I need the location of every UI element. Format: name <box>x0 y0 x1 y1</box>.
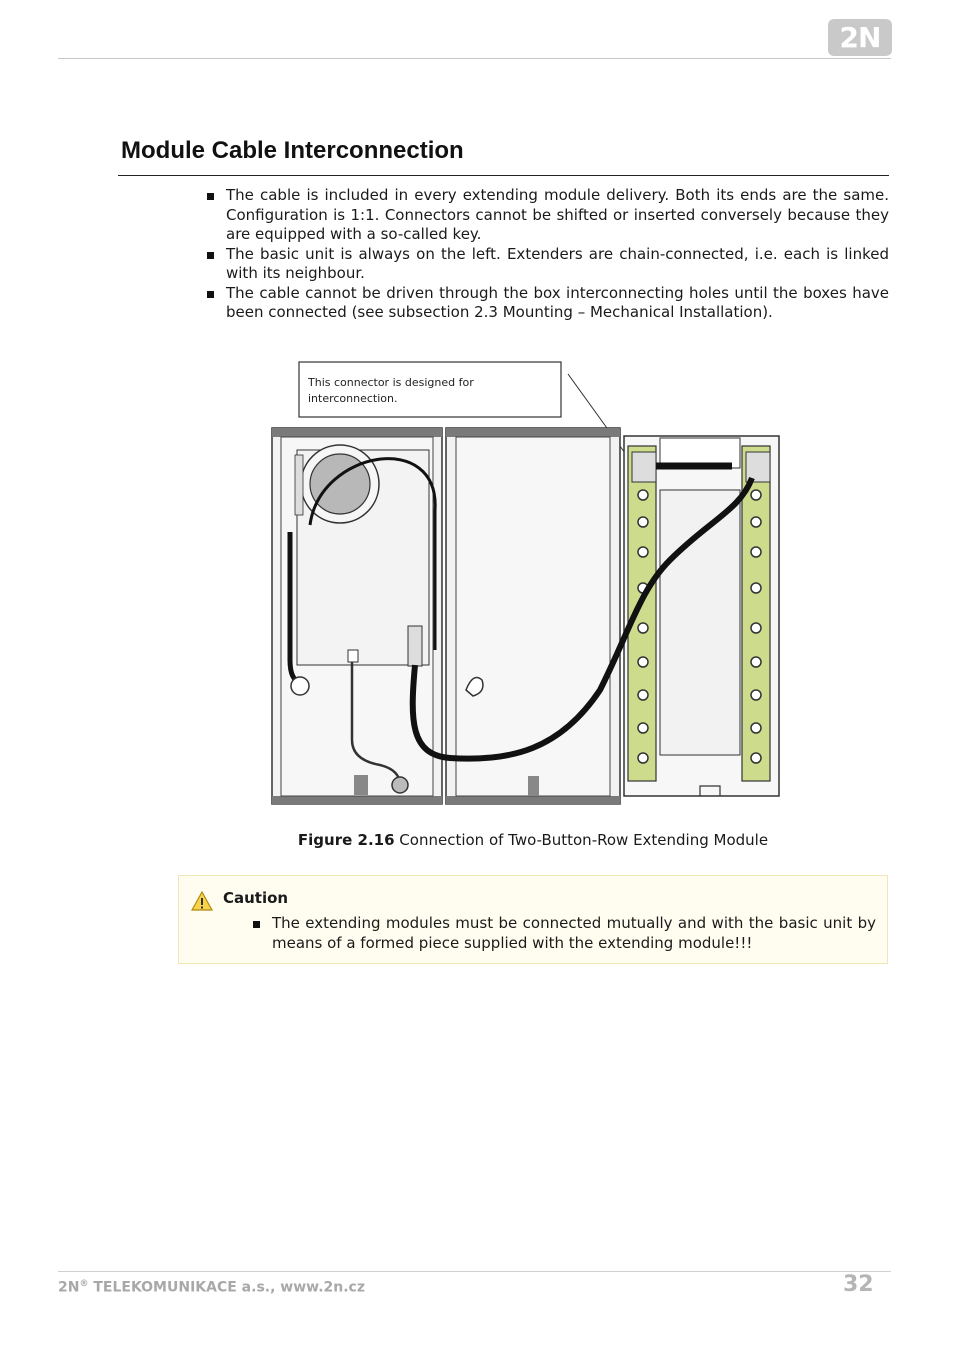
page-number: 32 <box>843 1272 874 1297</box>
caution-item <box>253 914 876 953</box>
title-underline <box>118 175 889 176</box>
cable-gland-bottom <box>392 777 408 793</box>
terminal-strip <box>295 455 303 515</box>
callout-box <box>299 362 561 417</box>
caution-title: Caution <box>223 889 289 907</box>
extender-1-bottom-bar <box>446 796 620 805</box>
header-rule <box>58 58 891 59</box>
bullet-icon <box>207 193 214 200</box>
caution-box <box>178 875 888 964</box>
wiring-diagram-svg <box>270 360 782 810</box>
list-item <box>207 245 889 284</box>
extender-1-inner <box>456 437 610 796</box>
extender-1-top-bar <box>446 428 620 437</box>
footer-company-prefix: 2N <box>58 1279 80 1296</box>
warning-icon <box>191 891 213 911</box>
cable-gland-left <box>291 677 309 695</box>
footer-company <box>58 1279 365 1296</box>
registered-mark: ® <box>79 1279 89 1289</box>
bullet-icon <box>207 291 214 298</box>
callout-text-line1: This connector is designed for <box>308 376 474 389</box>
list-item-text: The cable is included in every extending module delivery. Both its ends are the same. Configuration is 1:1. Connectors cannot be shifted or inserted conversely because they are equipped with a so-called key. <box>226 186 889 243</box>
footer-rule <box>58 1271 891 1272</box>
wire-clip <box>348 650 358 662</box>
list-item-text: The cable cannot be driven through the box interconnecting holes until the boxes have been connected (see subsection 2.3 Mounting – Mechanical Installation). <box>226 283 889 321</box>
figure-caption <box>0 831 954 849</box>
list-item <box>207 186 889 245</box>
basic-unit-bottom-bar <box>272 796 442 805</box>
bullet-list <box>207 186 889 323</box>
company-logo: 2N <box>828 19 892 56</box>
callout-text-line2: interconnection. <box>308 392 398 405</box>
connector-basic-unit <box>408 626 422 666</box>
bullet-icon <box>207 252 214 259</box>
figure-wiring-diagram <box>270 360 782 810</box>
bottom-post-right <box>528 776 539 796</box>
figure-caption-label: Figure 2.16 <box>297 831 395 849</box>
footer-company-rest: TELEKOMUNIKACE a.s., www.2n.cz <box>88 1279 365 1296</box>
list-item-text: The basic unit is always on the left. Extenders are chain-connected, i.e. each is linked with its neighbour. <box>226 244 889 282</box>
basic-unit-top-bar <box>272 428 442 437</box>
list-item <box>207 284 889 323</box>
section-title: Module Cable Interconnection <box>121 137 464 164</box>
bottom-post-left <box>354 775 368 795</box>
figure-caption-text: Connection of Two-Button-Row Extending Module <box>394 831 769 849</box>
caution-item-text: The extending modules must be connected mutually and with the basic unit by means of a formed piece supplied with the extending module!!! <box>272 914 876 952</box>
connector-left-row <box>632 452 656 482</box>
bullet-icon <box>253 921 260 928</box>
caution-list <box>253 914 876 953</box>
